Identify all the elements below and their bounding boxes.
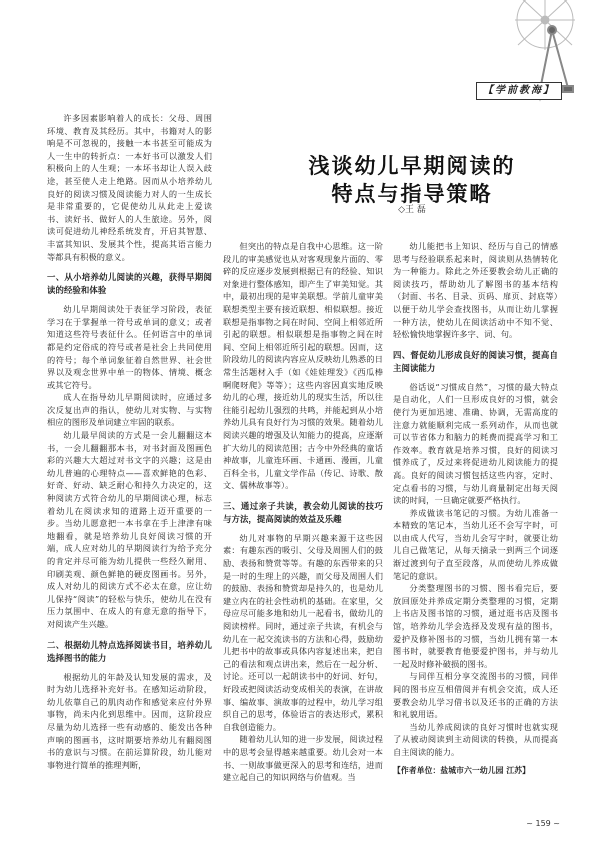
paragraph: 幼儿早期阅读处于表征学习阶段，表征学习在于掌握单一符号或单词的意义；或者知道这些符号表征什么。任何语言中的单词都是约定俗成的符号或者是社会上共同使用的符号；每个单词象征着自然世界、社会世界以及观念世界中单一的物体、情境、概念或其它符号。 (47, 304, 212, 390)
section-heading-3: 三、通过亲子共读，教会幼儿阅读的技巧与方法，提高阅读的效益及乐趣 (223, 500, 383, 524)
paragraph: 养成做读书笔记的习惯。为幼儿准备一本精致的笔记本，当幼儿还不会写字时，可以由成人代写，当幼儿会写字时，就要让幼儿自己做笔记，从每天摘录一到两三个词逐渐过渡到句子直至段落，从而使幼儿养成做笔记的意识。 (393, 507, 558, 581)
paragraph: 幼儿最早阅读的方式是一会儿翻翻这本书，一会儿翻翻那本书，对书封面及图画色彩的兴趣大大超过对书文字的兴趣；这是由幼儿普遍的心理特点——喜欢鲜艳的色彩、好奇、好动、缺乏耐心和持久力决定的，这种阅读方式符合幼儿的早期阅读心理，标志着幼儿在阅读求知的道路上迈开重要的一步。当幼儿愿意把一本书拿在手上津津有味地翻看，就是培养幼儿良好阅读习惯的开端，成人应对幼儿的早期阅读行为给予充分的肯定并尽可能为幼儿提供一些经久耐用、印刷美观、颜色鲜艳的硬皮图画书。另外，成人对幼儿的阅读方式不必太在意，应让幼儿保持“阅读”的轻松与快乐，使幼儿在没有压力氛围中、在成人的有意无意的指导下，对阅读产生兴趣。 (47, 430, 212, 629)
paragraph: 与同伴互相分享交流图书的习惯，同伴间的图书应互相借阅并有机会交流，成人还要教会幼儿学习借书以及还书的正确的方法和礼貌用语。 (393, 671, 558, 720)
section-tag-label: 学前教海 (495, 85, 543, 96)
article-title-line-1: 浅谈幼儿早期阅读的 (308, 153, 516, 178)
paragraph: 幼儿对事物的早期兴趣来源于这些因素：有趣东西的吸引、父母及周围人们的鼓励、表扬和赞赏等等。有趣的东西带来的只是一时的生理上的兴趣，而父母及周围人们的鼓励、表扬和赞赏却是持久的，也是幼儿建立内在的社会性动机的基础。在家里，父母应尽可能多地和幼儿一起看书，做幼儿的阅读榜样。同时，通过亲子共读，有机会与幼儿在一起交流读书的方法和心得，鼓励幼儿把书中的故事或具体内容复述出来，把自己的看法和观点讲出来，然后在一起分析、讨论。还可以一起朗读书中的好词、好句，好段或把阅读活动变成相关的表演，在讲故事、编故事、演故事的过程中，幼儿学习组织自己的思考，体验语言的表达形式，累积自我创造能力。 (223, 532, 383, 732)
paragraph: 幼儿能把书上知识、经历与自己的情感思考与经验联系起来时，阅读则从热情转化为一种能力。除此之外还要教会幼儿正确的阅读技巧，帮助幼儿了解图书的基本结构（封面、书名、目录、页码、扉页、封底等）以便于幼儿学会查找图书，从而让幼儿掌握一种方法，使幼儿在阅读活动中不知不觉、轻松愉快地掌握许多字、词、句。 (393, 241, 558, 340)
column-2 (223, 240, 383, 784)
article-title-line-2: 特点与指导策略 (331, 181, 493, 206)
paragraph: 俗话说“习惯成自然”，习惯的最大特点是自动化，人们一旦形成良好的习惯，就会使行为更加迅速、准确、协调，无需高度的注意力就能顺利完成一系列动作，从而也就可以节省体力和脑力的耗费而提高学习和工作效率。教育就是培养习惯，良好的阅读习惯养成了，反过来将促进幼儿阅读能力的提高。良好的阅读习惯包括这些内容，定时、定点看书的习惯，与幼儿商量制定出每天阅读的时间，一旦确定就要严格执行。 (393, 381, 558, 506)
section-heading-4: 四、督促幼儿形成良好的阅读习惯，提高自主阅读能力 (393, 349, 558, 373)
section-heading-2: 二、根据幼儿特点选择阅读书目，培养幼儿选择图书的能力 (47, 639, 212, 663)
page-number: ~ 159 ~ (526, 819, 560, 828)
paragraph: 但突出的特点是自我中心思维。这一阶段儿的审美感觉也从对客观现象片面的、零碎的反应逐步发展到根据已有的经验、知识对象进行整体感知，即产生了审美知觉。其中，最初出现的是审美联想。学前儿童审美联想类型主要有接近联想、相似联想。接近联想是指事物之间在时间、空间上相邻近所引起的联想。相似联想是指事物之间在时间、空间上相邻近所引起的联想。因而，这阶段幼儿的阅读内容应从反映幼儿熟悉的日常生活题材入手（如《娃娃理发》《西瓜棒啊爬呀爬》等等）；这些内容因真实地反映幼儿的心理，接近幼儿的现实生活，所以往往能引起幼儿强烈的共鸣，并能起到从小培养幼儿具有良好行为习惯的效果。随着幼儿阅读兴趣的增强及认知能力的提高，应逐渐扩大幼儿的阅读范围；古今中外经典的童话神故事，儿童连环画、卡通画、漫画，儿童百科全书，儿童文学作品（传记、诗歌、散文、儒林故事等）。 (223, 241, 383, 491)
section-tag: 【学前教海】 (476, 82, 562, 100)
column-1 (47, 112, 212, 771)
paragraph: 成人在指导幼儿早期阅读时，应通过多次反复出声的指认，使幼儿对实物、与实物相应的图形及单词建立牢固的联系。 (47, 392, 212, 428)
paragraph: 根据幼儿的年龄及认知发展的需求，及时为幼儿选择补充好书。在感知运动阶段，幼儿依靠自己的肌肉动作和感觉来应付外界事物，尚未内化到思维中。因而，这阶段应尽量为幼儿选择一些有动感的、能发出各种声响的图画书，这时期要培养幼儿有翻阅图书的意识与习惯。在前运算阶段，幼儿能对事物进行简单的推理判断， (47, 671, 212, 770)
section-heading-1: 一、从小培养幼儿阅读的兴趣，获得早期阅读的经验和体验 (47, 272, 212, 296)
paragraph: 当幼儿养成阅读的良好习惯时也就实现了从被动阅读到主动阅读的转换，从而提高自主阅读的能力。 (393, 721, 558, 757)
paragraph: 分类整理图书的习惯、图书看完后，要放回原处并养成定期分类整理的习惯，定期上书店及图书馆的习惯，通过逛书店及图书馆，培养幼儿学会选择及发现有益的图书，爱护及修补图书的习惯，当幼儿拥有第一本图书时，就要教育他要爱护图书，并与幼儿一起及时修补破损的图书。 (393, 583, 558, 669)
compass-decoration-icon (440, 0, 600, 160)
author-affiliation: 【作者单位：盐城市六一幼儿园 江苏】 (393, 765, 531, 775)
column-3 (393, 240, 558, 777)
author-byline: ◇王 磊 (398, 205, 426, 215)
intro-paragraph: 许多因素影响着人的成长：父母、周围环境、教育及其经历。其中，书籍对人的影响是不可忽视的，接触一本书甚至可能成为人一生中的转折点：一本好书可以激发人们积极向上的人生观；一本坏书却让人误入歧途，甚至使人走上绝路。因而从小培养幼儿良好的阅读习惯及阅读能力对人的一生成长是非常重要的，它促使幼儿从此走上爱读书、读好书、做好人的人生旅途。另外，阅读可促进幼儿神经系统发育，开启其智慧、丰富其知识、发展其个性，提高其语言能力等都具有积极的意义。 (47, 113, 212, 262)
paragraph: 随着幼儿认知的进一步发展，阅读过程中的思考会显得越来越重要。幼儿会对一本书、一则故事做更深入的思考和连结，进而建立起自己的知识网络与价值观。当 (223, 734, 383, 783)
